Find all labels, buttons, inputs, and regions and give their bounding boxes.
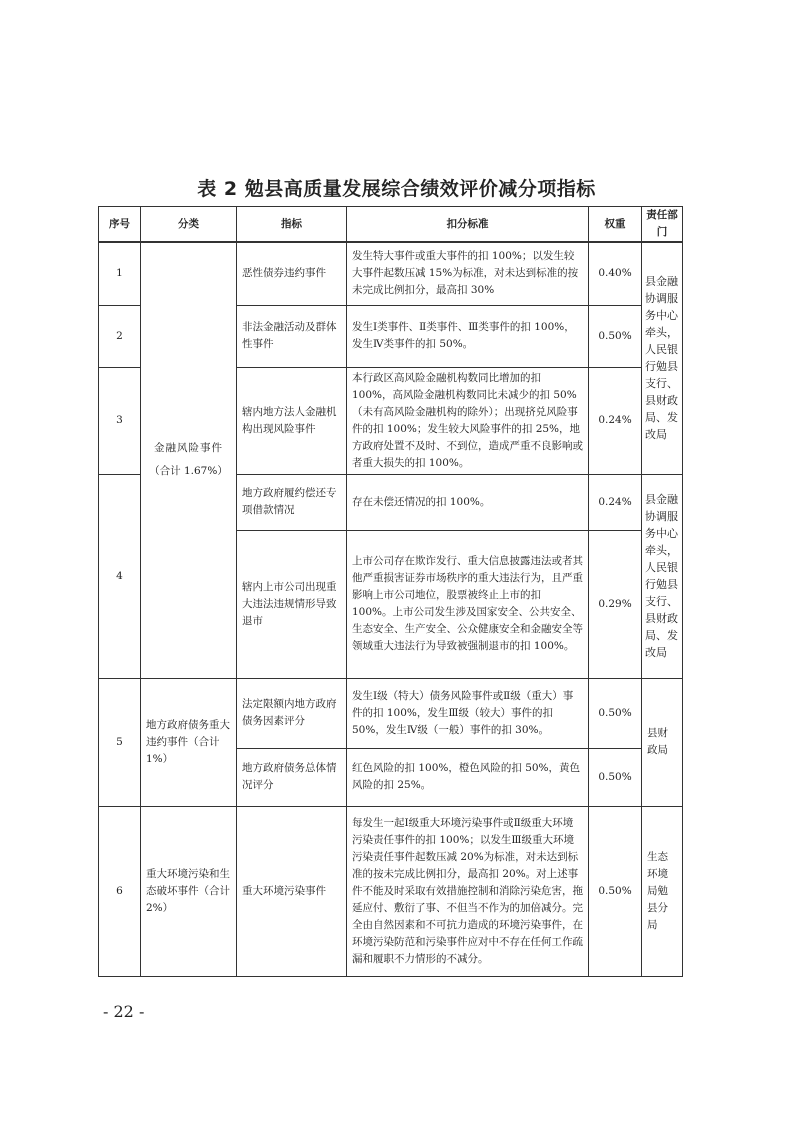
- criteria-cell: 每发生一起Ⅰ级重大环境污染事件或Ⅱ级重大环境污染责任事件的扣 100%；以发生Ⅲ级重大环境污染责任事件起数压减 20%为标准，对未达到标准的按未完成比例扣分，最高扣 20%。对上述事件不能及时采取有效措施控制和消除污染危害，拖延应付、敷衍了事、不但当不作为的加倍减分。完全由自然因素和不可抗力造成的环境污染事件，在环境污染防范和污染事件应对中不存在任何工作疏漏和履职不力情形的不减分。: [347, 806, 589, 976]
- weight-cell: 0.50%: [589, 748, 642, 806]
- row-number: 1: [99, 242, 141, 305]
- weight-cell: 0.50%: [589, 678, 642, 748]
- table-row: [99, 806, 683, 976]
- criteria-cell: 发生Ⅰ级（特大）债务风险事件或Ⅱ级（重大）事件的扣 100%，发生Ⅲ级（较大）事件的扣 50%，发生Ⅳ级（一般）事件的扣 30%。: [347, 678, 589, 748]
- row-number: 6: [99, 806, 141, 976]
- table-row: [99, 678, 683, 748]
- criteria-cell: 发生Ⅰ类事件、Ⅱ类事件、Ⅲ类事件的扣 100%，发生Ⅳ类事件的扣 50%。: [347, 305, 589, 367]
- indicator-cell: 非法金融活动及群体性事件: [237, 305, 347, 367]
- criteria-cell: 本行政区高风险金融机构数同比增加的扣 100%，高风险金融机构数同比未减少的扣 50%（未有高风险金融机构的除外）；出现挤兑风险事件的扣 100%；发生较大风险事件的扣 25%，地方政府处置不及时、不到位，造成严重不良影响或者重大损失的扣 100%。: [347, 367, 589, 474]
- table-row: [99, 242, 683, 305]
- header-no: 序号: [99, 207, 141, 243]
- indicator-cell: 法定限额内地方政府债务因素评分: [237, 678, 347, 748]
- page-number: - 22 -: [103, 1002, 145, 1021]
- category-cell: 重大环境污染和生态破坏事件（合计 2%）: [141, 806, 237, 976]
- header-dept: 责任部门: [642, 207, 683, 243]
- criteria-cell: 存在未偿还情况的扣 100%。: [347, 474, 589, 530]
- criteria-cell: 红色风险的扣 100%，橙色风险的扣 50%，黄色风险的扣 25%。: [347, 748, 589, 806]
- row-number: 3: [99, 367, 141, 474]
- table-title: 表 2 勉县高质量发展综合绩效评价减分项指标: [197, 178, 596, 200]
- weight-cell: 0.24%: [589, 474, 642, 530]
- criteria-cell: 上市公司存在欺诈发行、重大信息披露违法或者其他严重损害证券市场秩序的重大违法行为，且严重影响上市公司地位，股票被终止上市的扣 100%。上市公司发生涉及国家安全、公共安全、生态安全、生产安全、公众健康安全和金融安全等领域重大违法行为导致被强制退市的扣 100%。: [347, 530, 589, 678]
- row-number: 5: [99, 678, 141, 806]
- category-cell: 地方政府债务重大违约事件（合计 1%）: [141, 678, 237, 806]
- dept-cell: 生态环境局勉县分局: [642, 806, 683, 976]
- dept-cell: 县金融协调服务中心牵头，人民银行勉县支行、县财政局、发改局: [642, 242, 683, 474]
- indicator-cell: 恶性债券违约事件: [237, 242, 347, 305]
- dept-cell: 县财政局: [642, 678, 683, 806]
- header-weight: 权重: [589, 207, 642, 243]
- header-indicator: 指标: [237, 207, 347, 243]
- indicator-cell: 重大环境污染事件: [237, 806, 347, 976]
- indicator-cell: 地方政府债务总体情况评分: [237, 748, 347, 806]
- header-criteria: 扣分标准: [347, 207, 589, 243]
- row-number: 2: [99, 305, 141, 367]
- indicator-cell: 辖内上市公司出现重大违法违规情形导致退市: [237, 530, 347, 678]
- weight-cell: 0.40%: [589, 242, 642, 305]
- indicator-cell: 辖内地方法人金融机构出现风险事件: [237, 367, 347, 474]
- table-header-row: [99, 207, 683, 243]
- row-number: 4: [99, 474, 141, 678]
- weight-cell: 0.29%: [589, 530, 642, 678]
- weight-cell: 0.50%: [589, 305, 642, 367]
- category-total: （合计 1.67%）: [149, 465, 228, 478]
- indicator-cell: 地方政府履约偿还专项借款情况: [237, 474, 347, 530]
- category-name: 金融风险事件: [154, 442, 223, 455]
- criteria-cell: 发生特大事件或重大事件的扣 100%；以发生较大事件起数压减 15%为标准，对未达到标准的按未完成比例扣分，最高扣 30%: [347, 242, 589, 305]
- weight-cell: 0.24%: [589, 367, 642, 474]
- dept-cell: 县金融协调服务中心牵头，人民银行勉县支行、县财政局、发改局: [642, 474, 683, 678]
- weight-cell: 0.50%: [589, 806, 642, 976]
- indicator-table: [98, 206, 683, 977]
- header-category: 分类: [141, 207, 237, 243]
- category-cell: [141, 242, 237, 678]
